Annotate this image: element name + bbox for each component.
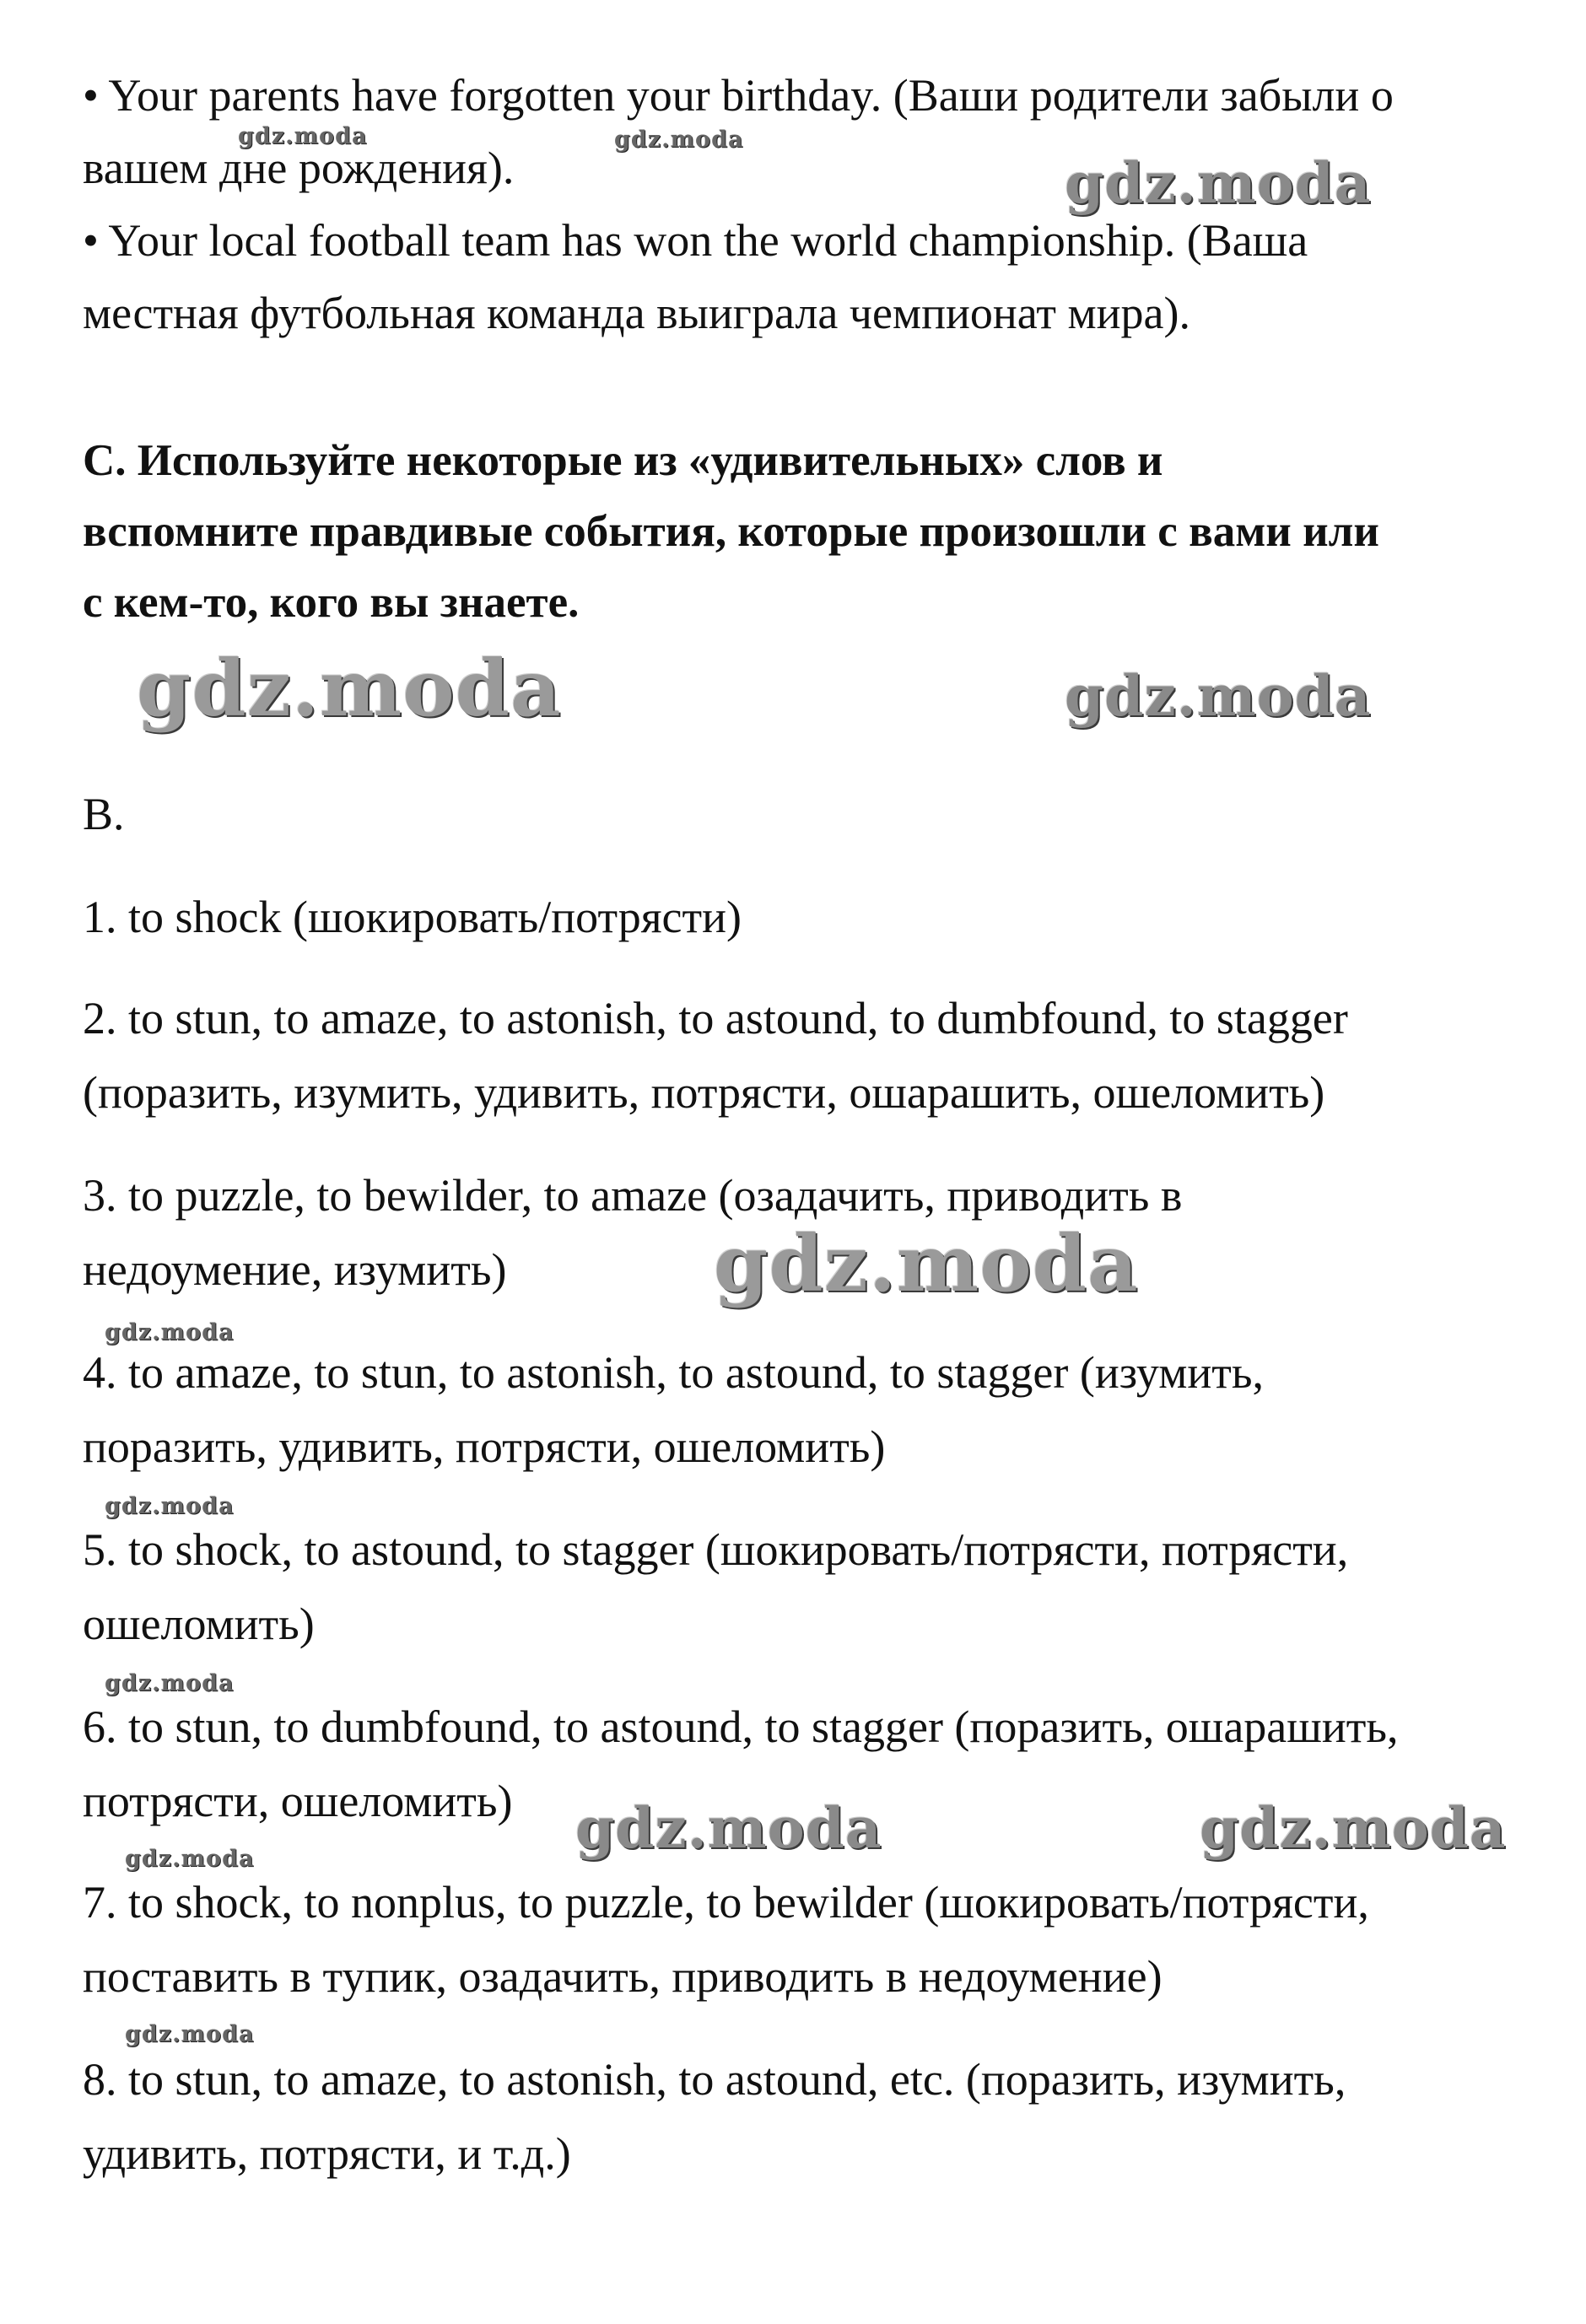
item-5-line-1: 5. to shock, to astound, to stagger (шокировать/потрясти, потрясти,	[83, 1524, 1349, 1575]
item-3-line-1: 3. to puzzle, to bewilder, to amaze (озадачить, приводить в	[83, 1170, 1183, 1221]
item-4-line-1: 4. to amaze, to stun, to astonish, to astound, to stagger (изумить,	[83, 1347, 1264, 1398]
task-c-line-1: C. Используйте некоторые из «удивительных» слов и	[83, 436, 1163, 485]
item-2-line-1: 2. to stun, to amaze, to astonish, to astound, to dumbfound, to stagger	[83, 993, 1348, 1043]
watermark: gdz.moda	[614, 127, 744, 153]
bullet-parents-line-2: вашем дне рождения).	[83, 143, 515, 193]
bullet-parents-line-1: • Your parents have forgotten your birthday. (Ваши родители забыли о	[83, 70, 1394, 121]
item-8-line-1: 8. to stun, to amaze, to astonish, to astound, etc. (поразить, изумить,	[83, 2054, 1346, 2105]
task-c-line-3: с кем-то, кого вы знаете.	[83, 578, 580, 627]
item-1-line-1: 1. to shock (шокировать/потрясти)	[83, 892, 742, 942]
item-4-line-2: поразить, удивить, потрясти, ошеломить)	[83, 1421, 886, 1472]
item-6-line-1: 6. to stun, to dumbfound, to astound, to stagger (поразить, ошарашить,	[83, 1701, 1399, 1752]
watermark: gdz.moda	[137, 643, 562, 734]
watermark: gdz.moda	[238, 123, 368, 149]
watermark: gdz.moda	[575, 1795, 882, 1861]
item-7-line-2: поставить в тупик, озадачить, приводить в недоумение)	[83, 1951, 1163, 2002]
watermark: gdz.moda	[105, 1319, 235, 1345]
section-b-heading: B.	[83, 789, 125, 839]
bullet-football-line-2: местная футбольная команда выиграла чемпионат мира).	[83, 288, 1190, 338]
task-c-line-2: вспомните правдивые события, которые произошли с вами или	[83, 507, 1379, 556]
item-5-line-2: ошеломить)	[83, 1599, 315, 1649]
item-6-line-2: потрясти, ошеломить)	[83, 1776, 513, 1826]
bullet-football-line-1: • Your local football team has won the world championship. (Ваша	[83, 215, 1308, 266]
watermark: gdz.moda	[105, 1670, 235, 1696]
item-7-line-1: 7. to shock, to nonplus, to puzzle, to bewilder (шокировать/потрясти,	[83, 1877, 1369, 1928]
watermark: gdz.moda	[1200, 1795, 1507, 1861]
item-3-line-2: недоумение, изумить)	[83, 1244, 507, 1295]
watermark: gdz.moda	[105, 1493, 235, 1519]
item-8-line-2: удивить, потрясти, и т.д.)	[83, 2128, 571, 2179]
watermark: gdz.moda	[125, 2021, 255, 2047]
watermark: gdz.moda	[125, 1846, 255, 1872]
watermark: gdz.moda	[714, 1218, 1139, 1309]
watermark: gdz.moda	[1065, 150, 1372, 216]
watermark: gdz.moda	[1065, 663, 1372, 729]
item-2-line-2: (поразить, изумить, удивить, потрясти, ошарашить, ошеломить)	[83, 1067, 1325, 1118]
